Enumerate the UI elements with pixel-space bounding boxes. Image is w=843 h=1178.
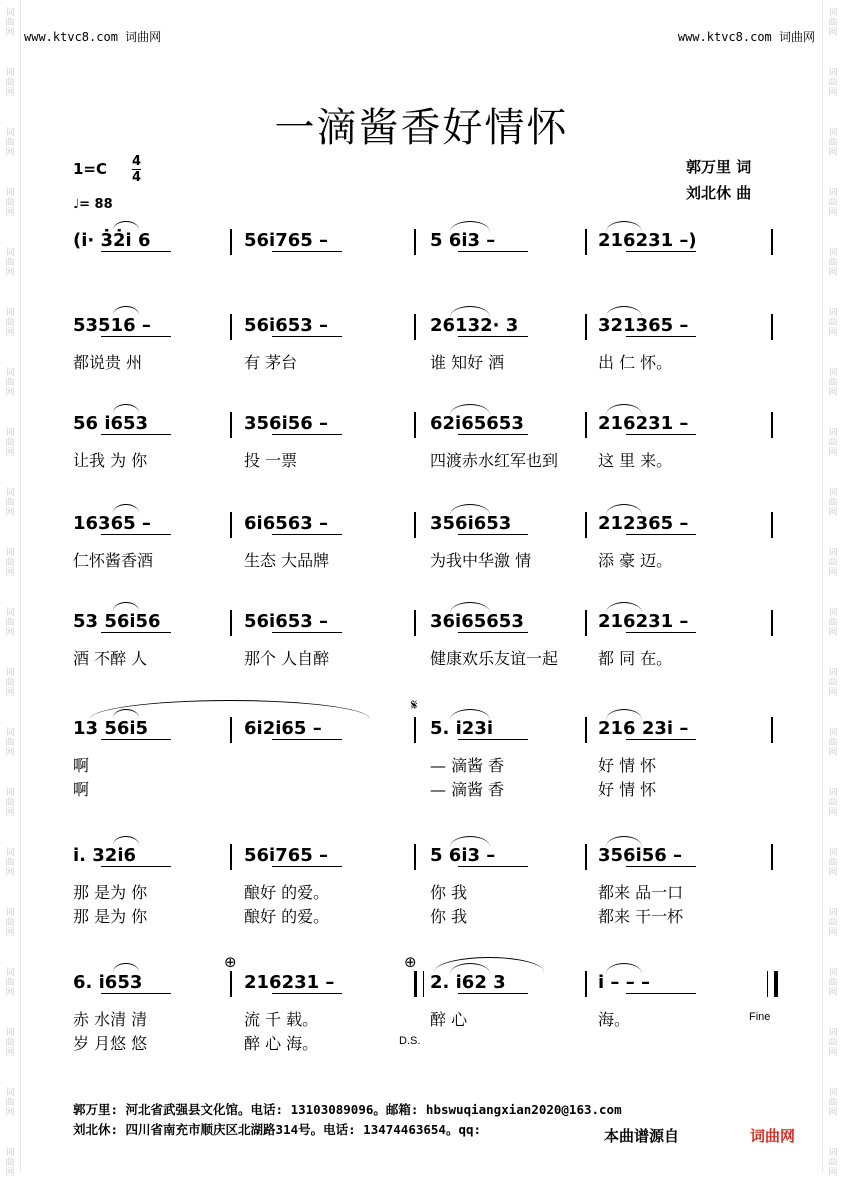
barline (585, 971, 587, 997)
measure-notes: 13 56i5 (73, 718, 149, 739)
beam-line (101, 336, 171, 337)
measure-notes: 216231 – (598, 413, 689, 434)
slur-mark (606, 602, 642, 613)
barline (230, 512, 232, 538)
barline (230, 412, 232, 438)
site-url-left[interactable]: www.ktvc8.com 词曲网 (24, 30, 162, 44)
watermark-text: 词 曲 网 (828, 668, 838, 698)
watermark-text: 词 曲 网 (5, 668, 15, 698)
watermark-text: 词 曲 网 (5, 488, 15, 518)
slur-mark (606, 504, 642, 515)
measure-notes: 53516 – (73, 315, 151, 336)
measure-notes: 56i765 – (244, 845, 329, 866)
watermark-text: 词 曲 网 (5, 848, 15, 878)
measure-notes: 5 6i3 – (430, 230, 496, 251)
barline (414, 717, 416, 743)
lyric-verse-1: 那个 人自醉 (244, 649, 330, 668)
slur-mark (606, 836, 642, 847)
brand-link[interactable]: 词曲网 (750, 1127, 796, 1145)
barline (585, 844, 587, 870)
beam-line (626, 993, 696, 994)
barline (230, 971, 232, 997)
slur-mark (113, 306, 139, 315)
beam-line (101, 632, 171, 633)
watermark-text: 词 曲 网 (828, 8, 838, 38)
measure-notes: 2. i62 3 (430, 972, 506, 993)
coda-sign-1: ⊕ (224, 953, 237, 971)
lyric-verse-1: 出 仁 怀。 (598, 353, 673, 372)
lyric-verse-2: 啊 (73, 780, 90, 799)
beam-line (272, 251, 342, 252)
barline (414, 412, 416, 438)
barline (585, 229, 587, 255)
beam-line (272, 336, 342, 337)
measure-notes: 6i6563 – (244, 513, 329, 534)
beam-line (458, 739, 528, 740)
beam-line (101, 993, 171, 994)
lyric-verse-2: 酿好 的爱。 (244, 907, 330, 926)
measure-notes: (i· 3̇2̇i 6 (73, 230, 151, 251)
barline (230, 610, 232, 636)
beam-line (458, 534, 528, 535)
barline (414, 229, 416, 255)
slur-mark (113, 221, 139, 230)
watermark-text: 词 曲 网 (5, 68, 15, 98)
measure-notes: 62i65653 (430, 413, 524, 434)
measure-notes: 6i2i65 – (244, 718, 322, 739)
beam-line (101, 534, 171, 535)
barline (585, 314, 587, 340)
measure-notes: 6. i653 (73, 972, 143, 993)
slur-mark (606, 963, 642, 974)
watermark-text: 词 曲 网 (828, 848, 838, 878)
watermark-text: 词 曲 网 (5, 548, 15, 578)
lyric-verse-1: 仁怀酱香酒 (73, 551, 154, 570)
lyric-verse-1: 四渡赤水红军也到 (430, 451, 559, 470)
measure-notes: 216 23i – (598, 718, 689, 739)
watermark-text: 词 曲 网 (828, 728, 838, 758)
tempo-marking (73, 197, 113, 212)
measure-notes: 216231 – (244, 972, 335, 993)
slur-mark (450, 602, 490, 613)
watermark-text: 词 曲 网 (828, 488, 838, 518)
lyric-verse-1: 健康欢乐友谊一起 (430, 649, 559, 668)
measure-notes: 5 6i3 – (430, 845, 496, 866)
measure-notes: 56i653 – (244, 315, 329, 336)
beam-line (458, 632, 528, 633)
beam-line (458, 336, 528, 337)
beam-line (101, 434, 171, 435)
lyric-verse-1: 海。 (598, 1010, 631, 1029)
lyric-verse-1: 啊 (73, 756, 90, 775)
slur-mark (606, 221, 642, 232)
watermark-text: 词 曲 网 (828, 1028, 838, 1058)
watermark-text: 词 曲 网 (5, 368, 15, 398)
slur-mark (113, 504, 139, 513)
beam-line (458, 251, 528, 252)
watermark-text: 词 曲 网 (828, 428, 838, 458)
beam-line (626, 534, 696, 535)
composer-credit: 刘北休 曲 (686, 184, 752, 202)
barline (585, 512, 587, 538)
lyric-verse-1: 为我中华激 情 (430, 551, 532, 570)
barline (230, 314, 232, 340)
lyric-verse-2: 好 情 怀 (598, 780, 657, 799)
measure-notes: 356i653 (430, 513, 512, 534)
watermark-text: 词 曲 网 (5, 8, 15, 38)
measure-notes: 26132· 3 (430, 315, 519, 336)
watermark-text: 词 曲 网 (828, 608, 838, 638)
lyric-verse-2: 都来 干一杯 (598, 907, 684, 926)
beam-line (101, 251, 171, 252)
watermark-text: 词 曲 网 (828, 128, 838, 158)
watermark-text: 词 曲 网 (5, 128, 15, 158)
measure-notes: i. 32i6 (73, 845, 137, 866)
watermark-text: 词 曲 网 (5, 968, 15, 998)
barline (771, 844, 773, 870)
barline (771, 314, 773, 340)
watermark-text: 词 曲 网 (828, 1088, 838, 1118)
measure-notes: 36i65653 (430, 611, 524, 632)
watermark-text: 词 曲 网 (5, 248, 15, 278)
watermark-text: 词 曲 网 (828, 968, 838, 998)
watermark-text: 词 曲 网 (828, 68, 838, 98)
barline (414, 844, 416, 870)
lyric-verse-1: 赤 水清 清 (73, 1010, 148, 1029)
lyric-verse-1: 酒 不醉 人 (73, 649, 148, 668)
measure-notes: 56i653 – (244, 611, 329, 632)
barline (585, 412, 587, 438)
quarter-note-icon: ♩ (73, 197, 80, 212)
slur-mark (113, 602, 139, 611)
lyric-verse-1: 都来 品一口 (598, 883, 684, 902)
measure-notes: 56i765 – (244, 230, 329, 251)
lyric-verse-1: 这 里 来。 (598, 451, 673, 470)
lyric-verse-2: 那 是为 你 (73, 907, 148, 926)
lyric-verse-1: 都说贵 州 (73, 353, 143, 372)
slur-mark (606, 404, 642, 415)
watermark-text: 词 曲 网 (5, 608, 15, 638)
measure-notes: 53 56i56 (73, 611, 161, 632)
barline (414, 314, 416, 340)
beam-line (626, 632, 696, 633)
measure-notes: 16365 – (73, 513, 151, 534)
watermark-text: 词 曲 网 (828, 368, 838, 398)
watermark-text: 词 曲 网 (5, 428, 15, 458)
repeat-barline (414, 971, 424, 997)
lyric-verse-1: 醉 心 (430, 1010, 468, 1029)
lyric-verse-1: 好 情 怀 (598, 756, 657, 775)
watermark-text: 词 曲 网 (5, 1148, 15, 1178)
beam-line (458, 434, 528, 435)
watermark-text: 词 曲 网 (828, 788, 838, 818)
watermark-text: 词 曲 网 (828, 548, 838, 578)
slur-mark (450, 221, 490, 232)
lyric-verse-1: 添 豪 迈。 (598, 551, 673, 570)
barline (771, 610, 773, 636)
barline (771, 412, 773, 438)
measure-notes: 5. i23i (430, 718, 494, 739)
lyric-verse-1: — 滴酱 香 (430, 756, 505, 775)
lyricist-contact: 郭万里: 河北省武强县文化馆。电话: 13103089096。邮箱: hbswuqiangxian2020@163.com (73, 1102, 622, 1117)
slur-mark (606, 306, 642, 317)
long-slur (90, 700, 370, 719)
watermark-text: 词 曲 网 (828, 188, 838, 218)
beam-line (272, 434, 342, 435)
beam-line (272, 993, 342, 994)
measure-notes: 321365 – (598, 315, 689, 336)
coda-sign-2: ⊕ (404, 953, 417, 971)
beam-line (626, 336, 696, 337)
beam-line (101, 739, 171, 740)
site-url-right[interactable]: www.ktvc8.com 词曲网 (677, 30, 815, 44)
beam-line (272, 739, 342, 740)
watermark-text: 词 曲 网 (828, 308, 838, 338)
final-barline (767, 971, 778, 997)
measure-notes: i – – – (598, 972, 650, 993)
barline (585, 610, 587, 636)
right-watermark-strip (822, 0, 843, 1178)
beam-line (626, 866, 696, 867)
watermark-text: 词 曲 网 (5, 728, 15, 758)
slur-mark (450, 709, 490, 720)
barline (771, 229, 773, 255)
lyric-verse-2: 岁 月悠 悠 (73, 1034, 148, 1053)
lyric-verse-2: — 滴酱 香 (430, 780, 505, 799)
key-signature: 1=C (73, 160, 108, 178)
lyricist-credit: 郭万里 词 (686, 158, 752, 176)
slur-mark (450, 836, 490, 847)
lyric-verse-2: 醉 心 海。 (244, 1034, 319, 1053)
beam-line (272, 866, 342, 867)
barline (414, 610, 416, 636)
beam-line (272, 534, 342, 535)
time-denominator: 4 (132, 170, 142, 185)
lyric-verse-1: 你 我 (430, 883, 468, 902)
watermark-text: 词 曲 网 (828, 1148, 838, 1178)
beam-line (626, 434, 696, 435)
beam-line (458, 866, 528, 867)
barline (230, 229, 232, 255)
lyric-verse-1: 生态 大品牌 (244, 551, 330, 570)
lyric-verse-1: 那 是为 你 (73, 883, 148, 902)
lyric-verse-2: 你 我 (430, 907, 468, 926)
slur-mark (113, 963, 139, 972)
fine-mark: Fine (749, 1011, 771, 1023)
time-signature (132, 154, 141, 185)
slur-mark (113, 404, 139, 413)
slur-mark (113, 836, 139, 845)
segno-sign: 𝄋 (411, 696, 418, 714)
lyric-verse-1: 投 一票 (244, 451, 298, 470)
beam-line (626, 251, 696, 252)
beam-line (272, 632, 342, 633)
beam-line (458, 993, 528, 994)
watermark-text: 词 曲 网 (828, 908, 838, 938)
song-title: 一滴酱香好情怀 (274, 105, 569, 151)
lyric-verse-1: 酿好 的爱。 (244, 883, 330, 902)
lyric-verse-1: 都 同 在。 (598, 649, 673, 668)
lyric-verse-1: 流 千 载。 (244, 1010, 319, 1029)
composer-contact: 刘北休: 四川省南充市顺庆区北湖路314号。电话: 13474463654。qq: (73, 1122, 489, 1137)
slur-mark (450, 504, 490, 515)
watermark-text: 词 曲 网 (5, 1088, 15, 1118)
left-watermark-strip (0, 0, 21, 1178)
measure-notes: 212365 – (598, 513, 689, 534)
measure-notes: 356i56 – (244, 413, 329, 434)
barline (771, 512, 773, 538)
barline (230, 844, 232, 870)
measure-notes: 56 i653 (73, 413, 149, 434)
watermark-text: 词 曲 网 (5, 788, 15, 818)
watermark-text: 词 曲 网 (5, 188, 15, 218)
barline (771, 717, 773, 743)
watermark-text: 词 曲 网 (5, 308, 15, 338)
time-numerator: 4 (132, 154, 142, 169)
watermark-text: 词 曲 网 (5, 908, 15, 938)
tempo-value: = 88 (79, 197, 113, 212)
ds-mark: D.S. (399, 1035, 421, 1047)
measure-notes: 216231 – (598, 611, 689, 632)
lyric-verse-1: 有 茅台 (244, 353, 298, 372)
beam-line (101, 866, 171, 867)
slur-mark (450, 404, 490, 415)
barline (414, 512, 416, 538)
measure-notes: 356i56 – (598, 845, 683, 866)
source-label: 本曲谱源自 (604, 1127, 680, 1145)
beam-line (626, 739, 696, 740)
slur-mark (606, 709, 642, 720)
barline (230, 717, 232, 743)
lyric-verse-1: 让我 为 你 (73, 451, 148, 470)
slur-mark (450, 306, 490, 317)
measure-notes: 216231 –) (598, 230, 697, 251)
watermark-text: 词 曲 网 (828, 248, 838, 278)
lyric-verse-1: 谁 知好 酒 (430, 353, 505, 372)
barline (585, 717, 587, 743)
long-slur (434, 957, 544, 972)
watermark-text: 词 曲 网 (5, 1028, 15, 1058)
